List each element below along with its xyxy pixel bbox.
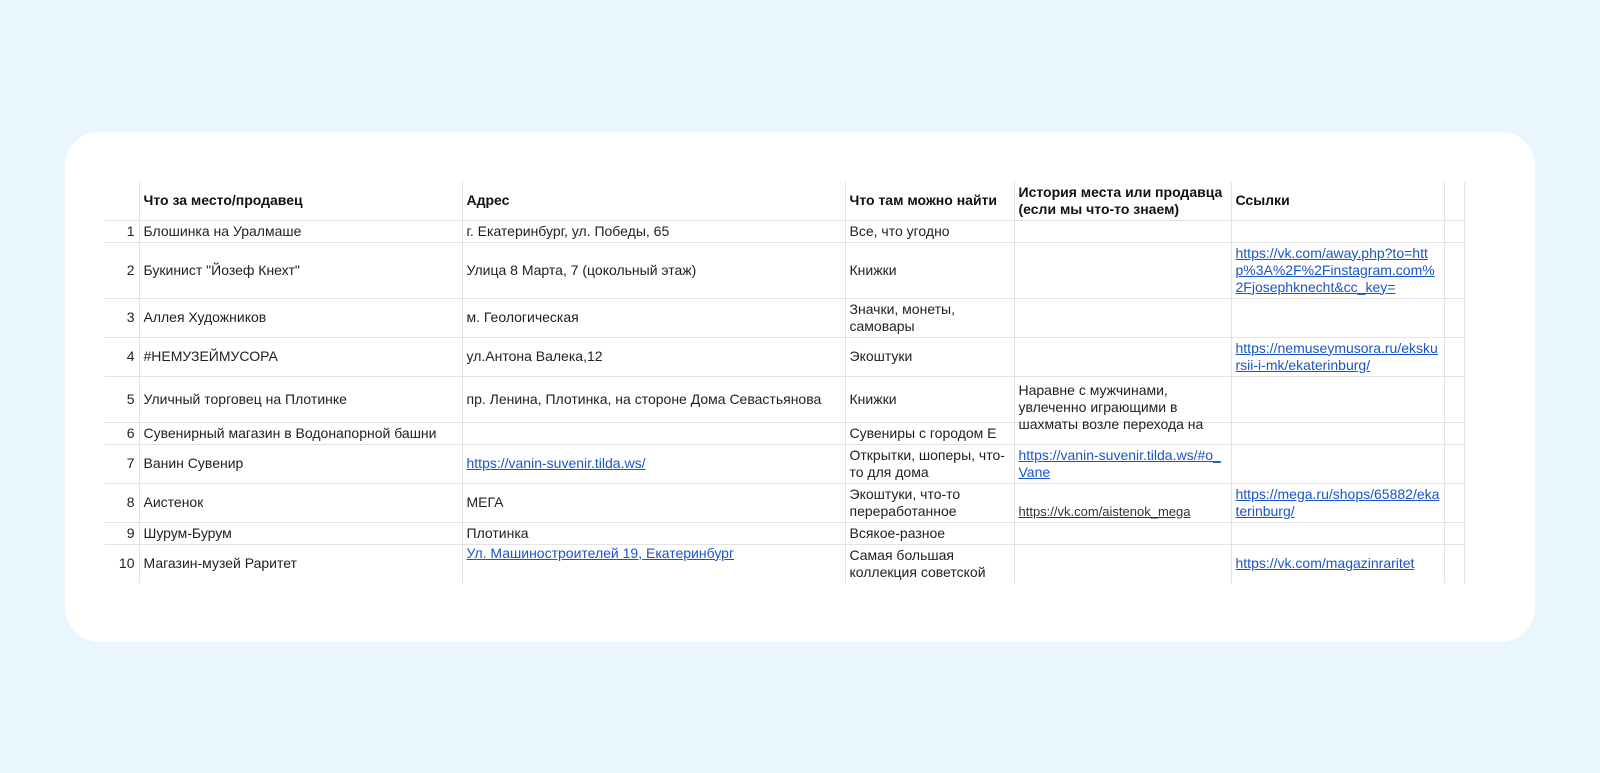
row-number: 10 <box>105 544 139 583</box>
header-row <box>105 182 1464 220</box>
cell-links[interactable] <box>1231 544 1444 583</box>
row-number: 4 <box>105 337 139 376</box>
cell-find[interactable] <box>845 422 1014 444</box>
cell-links[interactable] <box>1231 337 1444 376</box>
cell-history[interactable] <box>1014 522 1231 544</box>
content-card <box>65 132 1535 642</box>
cell-empty <box>1444 298 1464 337</box>
cell-empty <box>1444 444 1464 483</box>
cell-address[interactable]: г. Екатеринбург, ул. Победы, 65 <box>462 220 845 242</box>
cell-history[interactable] <box>1014 376 1231 432</box>
table-row <box>105 422 1464 444</box>
row-number: 9 <box>105 522 139 544</box>
cell-address[interactable] <box>462 544 845 583</box>
table-row <box>105 376 1464 422</box>
column-header-links[interactable]: Ссылки <box>1231 182 1444 220</box>
column-header-name[interactable]: Что за место/продавец <box>139 182 462 220</box>
cell-address[interactable]: Улица 8 Марта, 7 (цокольный этаж) <box>462 242 845 298</box>
table-row <box>105 298 1464 337</box>
cell-find-text: Значки, монеты, самовары <box>849 300 956 334</box>
row-number: 5 <box>105 376 139 422</box>
row-number: 1 <box>105 220 139 242</box>
link[interactable]: https://vanin-suvenir.tilda.ws/ <box>466 455 646 471</box>
cell-empty <box>1444 483 1464 522</box>
cell-find[interactable] <box>845 298 1014 337</box>
cell-name[interactable]: Аистенок <box>139 483 462 522</box>
table-row <box>105 337 1464 376</box>
cell-name[interactable]: Блошинка на Уралмаше <box>139 220 462 242</box>
cell-empty <box>1444 220 1464 242</box>
cell-find[interactable]: Книжки <box>845 242 1014 298</box>
cell-address[interactable]: Плотинка <box>462 522 845 544</box>
table-row <box>105 220 1464 242</box>
cell-find[interactable] <box>845 544 1014 583</box>
row-number-header <box>105 182 139 220</box>
cell-empty <box>1444 422 1464 444</box>
link[interactable]: https://vk.com/aistenok_mega <box>1018 503 1191 519</box>
cell-address[interactable]: ул.Антона Валека,12 <box>462 337 845 376</box>
table-row <box>105 483 1464 522</box>
cell-empty <box>1444 544 1464 583</box>
empty-column-header <box>1444 182 1464 220</box>
cell-find[interactable]: Книжки <box>845 376 1014 422</box>
cell-find[interactable]: Всякое-разное <box>845 522 1014 544</box>
cell-links[interactable] <box>1231 422 1444 444</box>
link[interactable]: https://vk.com/magazinraritet <box>1235 555 1415 572</box>
row-number: 8 <box>105 483 139 522</box>
cell-history[interactable] <box>1014 337 1231 376</box>
cell-name[interactable]: Аллея Художников <box>139 298 462 337</box>
cell-find[interactable]: Экоштуки <box>845 337 1014 376</box>
cell-name[interactable]: Магазин-музей Раритет <box>139 544 462 583</box>
link[interactable]: https://mega.ru/shops/65882/ekaterinburg/ <box>1235 485 1440 519</box>
cell-empty <box>1444 337 1464 376</box>
cell-links[interactable] <box>1231 242 1444 298</box>
link[interactable]: https://vk.com/away.php?to=http%3A%2F%2Finstagram.com%2Fjosephknecht&cc_key= <box>1235 244 1435 295</box>
cell-links[interactable] <box>1231 298 1444 337</box>
column-header-find[interactable]: Что там можно найти <box>845 182 1014 220</box>
cell-links[interactable] <box>1231 522 1444 544</box>
row-number: 3 <box>105 298 139 337</box>
column-header-history[interactable]: История места или продавца (если мы что-то знаем) <box>1014 182 1231 220</box>
link[interactable]: https://vanin-suvenir.tilda.ws/#o_Vane <box>1018 446 1221 480</box>
cell-links[interactable] <box>1231 376 1444 422</box>
cell-empty <box>1444 376 1464 422</box>
row-number: 6 <box>105 422 139 444</box>
cell-history[interactable] <box>1014 483 1231 522</box>
table-row <box>105 522 1464 544</box>
cell-address[interactable]: пр. Ленина, Плотинка, на стороне Дома Севастьянова <box>462 376 845 422</box>
row-number: 7 <box>105 444 139 483</box>
cell-address[interactable] <box>462 422 845 444</box>
table-row <box>105 544 1464 583</box>
cell-links[interactable] <box>1231 444 1444 483</box>
table-row <box>105 444 1464 483</box>
cell-history[interactable] <box>1014 298 1231 337</box>
table-row <box>105 242 1464 298</box>
cell-find[interactable] <box>845 444 1014 483</box>
cell-links[interactable] <box>1231 220 1444 242</box>
cell-history[interactable] <box>1014 220 1231 242</box>
cell-address[interactable]: м. Геологическая <box>462 298 845 337</box>
cell-address[interactable] <box>462 444 845 483</box>
cell-find-text: Экоштуки, что-то переработанное <box>849 485 961 519</box>
cell-name[interactable]: Букинист "Йозеф Кнехт" <box>139 242 462 298</box>
cell-name[interactable]: Сувенирный магазин в Водонапорной башни <box>139 422 462 444</box>
cell-name[interactable]: Шурум-Бурум <box>139 522 462 544</box>
row-number: 2 <box>105 242 139 298</box>
cell-history-text: Наравне с мужчинами, увлеченно играющими в шахматы возле перехода на <box>1018 382 1204 432</box>
link[interactable]: https://nemuseymusora.ru/ekskursii-i-mk/ekaterinburg/ <box>1235 339 1438 373</box>
cell-empty <box>1444 242 1464 298</box>
cell-find[interactable]: Все, что угодно <box>845 220 1014 242</box>
link[interactable]: Ул. Машиностроителей 19, Екатеринбург <box>466 544 735 561</box>
cell-history[interactable] <box>1014 242 1231 298</box>
cell-find[interactable] <box>845 483 1014 522</box>
cell-find-text: Сувениры с городом Е <box>849 424 997 441</box>
cell-name[interactable]: Уличный торговец на Плотинке <box>139 376 462 422</box>
cell-find-text: Открытки, шоперы, что-то для дома <box>849 446 1005 480</box>
cell-empty <box>1444 522 1464 544</box>
cell-find-text: Самая большая коллекция советской <box>849 546 986 580</box>
cell-address[interactable]: МЕГА <box>462 483 845 522</box>
cell-name[interactable]: Ванин Сувенир <box>139 444 462 483</box>
cell-name[interactable]: #НЕМУЗЕЙМУСОРА <box>139 337 462 376</box>
column-header-address[interactable]: Адрес <box>462 182 845 220</box>
cell-history[interactable] <box>1014 544 1231 583</box>
cell-history[interactable] <box>1014 444 1231 483</box>
spreadsheet-table <box>105 182 1465 583</box>
cell-links[interactable] <box>1231 483 1444 522</box>
